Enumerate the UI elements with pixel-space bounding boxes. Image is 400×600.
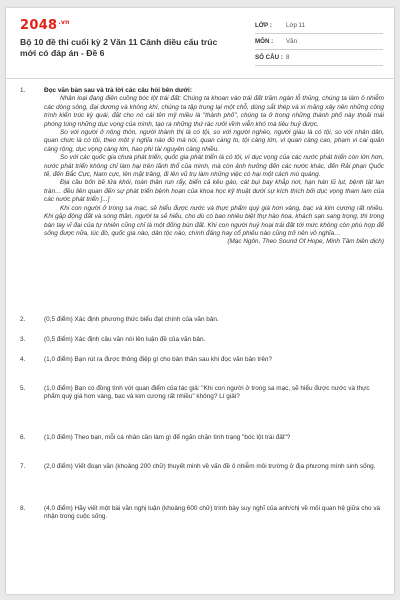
logo-suffix: .vn: [58, 18, 70, 26]
passage-paragraph: Khi con người ở trong sa mạc, sẽ hiểu được nước và thực phẩm quý giá hơn vàng, bạc và kim cương rất nhiều. Khi gặp động đất và sóng thần, người ta sẽ hiểu, cho dù có bao nhiêu biệt thự hào hoa, khách sạn sang trọng, thì trong bàn tay vĩ đại của tự nhiên cũng chỉ là một đống bùn đất. Khi con người huỷ hoại trái đất tới mức không còn phù hợp để sống được nữa, lúc đó, quốc gia nào, dân tộc nào, chính đảng hay cổ phiếu nào cũng trở nên vô nghĩa…: [44, 204, 384, 237]
question-5: [20, 385, 384, 402]
meta-subject-label: MÔN :: [255, 38, 274, 45]
question-4: [20, 356, 384, 364]
question-number: 8.: [20, 505, 26, 512]
meta-count-value: 8: [286, 54, 290, 61]
meta-class: [255, 18, 383, 34]
reading-passage: [44, 95, 384, 238]
passage-paragraph: So với các quốc gia chưa phát triển, quốc gia phát triển là có tội, vì dục vọng của các nước phát triển còn lớn hơn, nước phát triển không chỉ làm hại trên lãnh thổ của mình, mà còn ảnh hưởng đến các nước khác, đến Rải phạn Quốc tế, đến Bắc Cực, Nam cực, lên mặt trăng, đi lên vũ trụ làm những việc có hại một cách mù quáng.: [44, 154, 384, 179]
question-number: 1.: [20, 87, 26, 94]
question-text: (1,0 điểm) Bạn có đồng tình với quan điểm của tác giả: "Khi con người ở trong sa mạc, sẽ hiểu được nước và thực phẩm quý giá hơn vàng, bạc và kim cương rất nhiều" không? Lí giải?: [44, 385, 370, 401]
worksheet-page: [6, 8, 394, 594]
question-text: (1,0 điểm) Bạn rút ra được thông điệp gì cho bản thân sau khi đọc văn bản trên?: [44, 356, 273, 363]
question-text: (2,0 điểm) Viết đoạn văn (khoảng 200 chữ) thuyết minh về vấn đề ô nhiễm môi trường ở địa phương mình sinh sống.: [44, 463, 376, 470]
meta-class-label: LỚP :: [255, 22, 272, 29]
question-3: [20, 336, 384, 344]
question-text: (4,0 điểm) Hãy viết một bài văn nghị luận (khoảng 600 chữ) trình bày suy nghĩ của anh/chị về mối quan hệ giữa cho và nhận trong cuộc sống.: [44, 505, 381, 521]
question-7: [20, 463, 384, 471]
question-6: [20, 434, 384, 442]
question-number: 5.: [20, 385, 26, 392]
logo-text: 2048: [20, 18, 58, 33]
question-number: 6.: [20, 434, 26, 441]
meta-subject-value: Văn: [286, 38, 298, 45]
question-number: 2.: [20, 316, 26, 323]
meta-class-value: Lớp 11: [286, 22, 306, 29]
passage-paragraph: Nhân loại đang điên cuồng bóc lột trái đất: Chúng ta khoan vào trái đất trăm ngàn lỗ thủng, chúng ta làm ô nhiễm các dòng sông, đại dương và không khí, chúng ta tập trung lại một chỗ, dùng sắt thép và xi măng xây nên những công trình kiến trúc kỳ quái, đặt cho nó cái tên mỹ miều là "thành phố", chúng ta ở trong những thành phố này thoải mái phóng túng những dục vọng của mình, tạo ra những thứ rác rưởi vĩnh viễn khó mà tiêu huỷ được.: [44, 95, 384, 128]
question-8: [20, 505, 384, 522]
passage-paragraph: Địa cầu bốn bề lửa khói, toàn thân run rẩy, biển cả kêu gào, cát bụi bay khắp nơi, hạn hán lũ lụt, bệnh tật lan tràn… đều liên quan đến sự phát triển bệnh hoạn của khoa học kỹ thuật dưới sự kích thích bởi dục vọng tham lam của các nước phát triển [...]: [44, 179, 384, 204]
question-number: 3.: [20, 336, 26, 343]
meta-subject: [255, 34, 383, 50]
question-2: [20, 316, 384, 324]
document-meta: [255, 18, 383, 66]
question-text: (0,5 điểm) Xác định câu văn nói lên luận đề của văn bản.: [44, 336, 206, 343]
site-logo[interactable]: [20, 18, 70, 33]
passage-paragraph: So với người ở nông thôn, người thành thị là có tội, so với người nghèo, người giàu là có tội, so với nhân dân, quan chức là có tội, theo một ý nghĩa nào đó mà nói, quan càng to, tội càng lớn, vì quan càng cao, phạm vi cai quản càng rộng, dục vọng càng lớn, hao phí tài nguyên càng nhiều.: [44, 129, 384, 153]
question-1: [20, 87, 384, 247]
meta-count: [255, 50, 383, 66]
question-text: (1,0 điểm) Theo bạn, mỗi cá nhân cần làm gì để ngăn chặn tình trạng "bóc lột trái đất"?: [44, 434, 291, 441]
meta-count-label: SỐ CÂU :: [255, 54, 283, 61]
question-number: 7.: [20, 463, 26, 470]
passage-source: (Mạc Ngôn, Theo Sound Of Hope, Minh Tâm biên dịch): [227, 238, 384, 246]
header-divider: [6, 78, 394, 79]
document-title: Bộ 10 đề thi cuối kỳ 2 Văn 11 Cánh diều cấu trúc mới có đáp án - Đề 6: [20, 37, 218, 58]
question-instruction: Đọc văn bản sau và trả lời các câu hỏi bên dưới:: [44, 87, 192, 94]
question-text: (0,5 điểm) Xác định phương thức biểu đạt chính của văn bản.: [44, 316, 219, 323]
question-number: 4.: [20, 356, 26, 363]
